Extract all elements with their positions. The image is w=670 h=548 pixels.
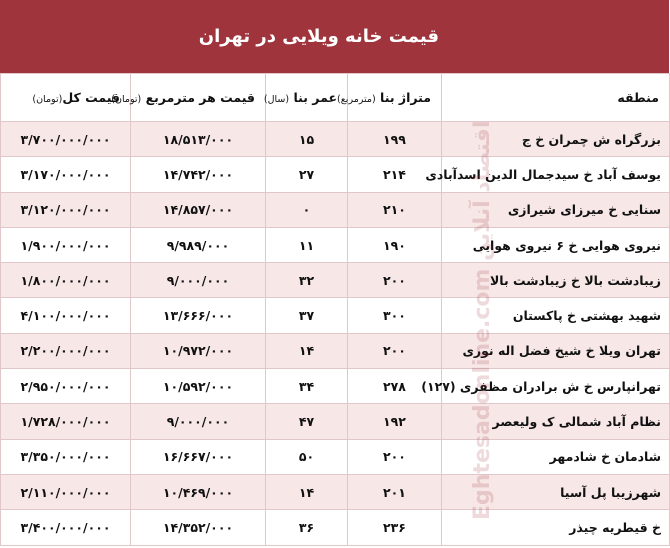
cell-total-price: ۳/۷۰۰/۰۰۰/۰۰۰ <box>1 122 131 157</box>
cell-price-per-m2: ۱۴/۷۴۲/۰۰۰ <box>131 157 266 192</box>
cell-region: شادمان خ شادمهر <box>442 439 670 474</box>
cell-area: ۱۹۰ <box>348 227 442 262</box>
cell-age: ۳۶ <box>266 510 348 545</box>
cell-price-per-m2: ۱۰/۴۶۹/۰۰۰ <box>131 474 266 509</box>
cell-area: ۲۱۰ <box>348 192 442 227</box>
cell-age: ۳۲ <box>266 263 348 298</box>
cell-age: ۳۴ <box>266 369 348 404</box>
column-header-total-price: قیمت کل(تومان) <box>1 74 131 122</box>
cell-region: نیروی هوایی خ ۶ نیروی هوایی <box>442 227 670 262</box>
table-row <box>1 157 670 192</box>
table-row <box>1 333 670 368</box>
table-title-bar <box>0 0 669 73</box>
cell-region: تهرانپارس خ ش برادران مظفری (۱۲۷) <box>442 369 670 404</box>
cell-area: ۲۳۶ <box>348 510 442 545</box>
table-row <box>1 227 670 262</box>
table-body <box>1 122 670 546</box>
cell-age: ۲۷ <box>266 157 348 192</box>
cell-region: سنایی خ میرزای شیرازی <box>442 192 670 227</box>
cell-price-per-m2: ۱۸/۵۱۳/۰۰۰ <box>131 122 266 157</box>
cell-region: شهرزیبا پل آسیا <box>442 474 670 509</box>
cell-age: ۱۱ <box>266 227 348 262</box>
cell-age: ۰ <box>266 192 348 227</box>
cell-age: ۱۵ <box>266 122 348 157</box>
cell-price-per-m2: ۹/۰۰۰/۰۰۰ <box>131 263 266 298</box>
cell-price-per-m2: ۱۳/۶۶۶/۰۰۰ <box>131 298 266 333</box>
table-row <box>1 263 670 298</box>
cell-area: ۳۰۰ <box>348 298 442 333</box>
cell-total-price: ۲/۹۵۰/۰۰۰/۰۰۰ <box>1 369 131 404</box>
table-row <box>1 510 670 545</box>
cell-region: نظام آباد شمالی ک ولیعصر <box>442 404 670 439</box>
cell-total-price: ۳/۳۵۰/۰۰۰/۰۰۰ <box>1 439 131 474</box>
cell-total-price: ۴/۱۰۰/۰۰۰/۰۰۰ <box>1 298 131 333</box>
cell-region: خ قیطریه چیذر <box>442 510 670 545</box>
cell-price-per-m2: ۱۴/۳۵۲/۰۰۰ <box>131 510 266 545</box>
cell-area: ۲۷۸ <box>348 369 442 404</box>
cell-age: ۴۷ <box>266 404 348 439</box>
cell-total-price: ۳/۴۰۰/۰۰۰/۰۰۰ <box>1 510 131 545</box>
cell-price-per-m2: ۹/۰۰۰/۰۰۰ <box>131 404 266 439</box>
cell-price-per-m2: ۱۰/۵۹۲/۰۰۰ <box>131 369 266 404</box>
column-header-region: منطقه <box>442 74 670 122</box>
table-row <box>1 298 670 333</box>
table-row <box>1 474 670 509</box>
table-header-row <box>1 74 670 122</box>
cell-area: ۱۹۲ <box>348 404 442 439</box>
cell-area: ۲۱۴ <box>348 157 442 192</box>
table-row <box>1 192 670 227</box>
cell-total-price: ۱/۷۲۸/۰۰۰/۰۰۰ <box>1 404 131 439</box>
cell-region: یوسف آباد خ سیدجمال الدین اسدآبادی <box>442 157 670 192</box>
cell-total-price: ۲/۱۱۰/۰۰۰/۰۰۰ <box>1 474 131 509</box>
table-row <box>1 439 670 474</box>
cell-area: ۲۰۰ <box>348 439 442 474</box>
table-row <box>1 122 670 157</box>
cell-region: تهران ویلا خ شیخ فضل اله نوری <box>442 333 670 368</box>
cell-total-price: ۲/۲۰۰/۰۰۰/۰۰۰ <box>1 333 131 368</box>
cell-age: ۱۴ <box>266 333 348 368</box>
cell-age: ۳۷ <box>266 298 348 333</box>
price-table <box>0 73 670 546</box>
column-header-price-per-m2: قیمت هر مترمربع (تومان) <box>131 74 266 122</box>
cell-price-per-m2: ۱۶/۶۶۷/۰۰۰ <box>131 439 266 474</box>
cell-area: ۱۹۹ <box>348 122 442 157</box>
cell-area: ۲۰۰ <box>348 263 442 298</box>
table-row <box>1 369 670 404</box>
cell-price-per-m2: ۱۰/۹۷۲/۰۰۰ <box>131 333 266 368</box>
cell-age: ۱۴ <box>266 474 348 509</box>
cell-total-price: ۳/۱۷۰/۰۰۰/۰۰۰ <box>1 157 131 192</box>
cell-region: شهید بهشتی خ پاکستان <box>442 298 670 333</box>
column-header-area: متراژ بنا (مترمربع) <box>348 74 442 122</box>
cell-region: زیبادشت بالا خ زیبادشت بالا <box>442 263 670 298</box>
cell-region: بزرگراه ش چمران خ ج <box>442 122 670 157</box>
table-title: قیمت خانه ویلایی در تهران <box>198 26 439 47</box>
table-row <box>1 404 670 439</box>
cell-total-price: ۱/۹۰۰/۰۰۰/۰۰۰ <box>1 227 131 262</box>
cell-total-price: ۱/۸۰۰/۰۰۰/۰۰۰ <box>1 263 131 298</box>
column-header-age: عمر بنا (سال) <box>266 74 348 122</box>
cell-area: ۲۰۰ <box>348 333 442 368</box>
cell-total-price: ۳/۱۲۰/۰۰۰/۰۰۰ <box>1 192 131 227</box>
cell-price-per-m2: ۱۴/۸۵۷/۰۰۰ <box>131 192 266 227</box>
cell-area: ۲۰۱ <box>348 474 442 509</box>
cell-price-per-m2: ۹/۹۸۹/۰۰۰ <box>131 227 266 262</box>
cell-age: ۵۰ <box>266 439 348 474</box>
